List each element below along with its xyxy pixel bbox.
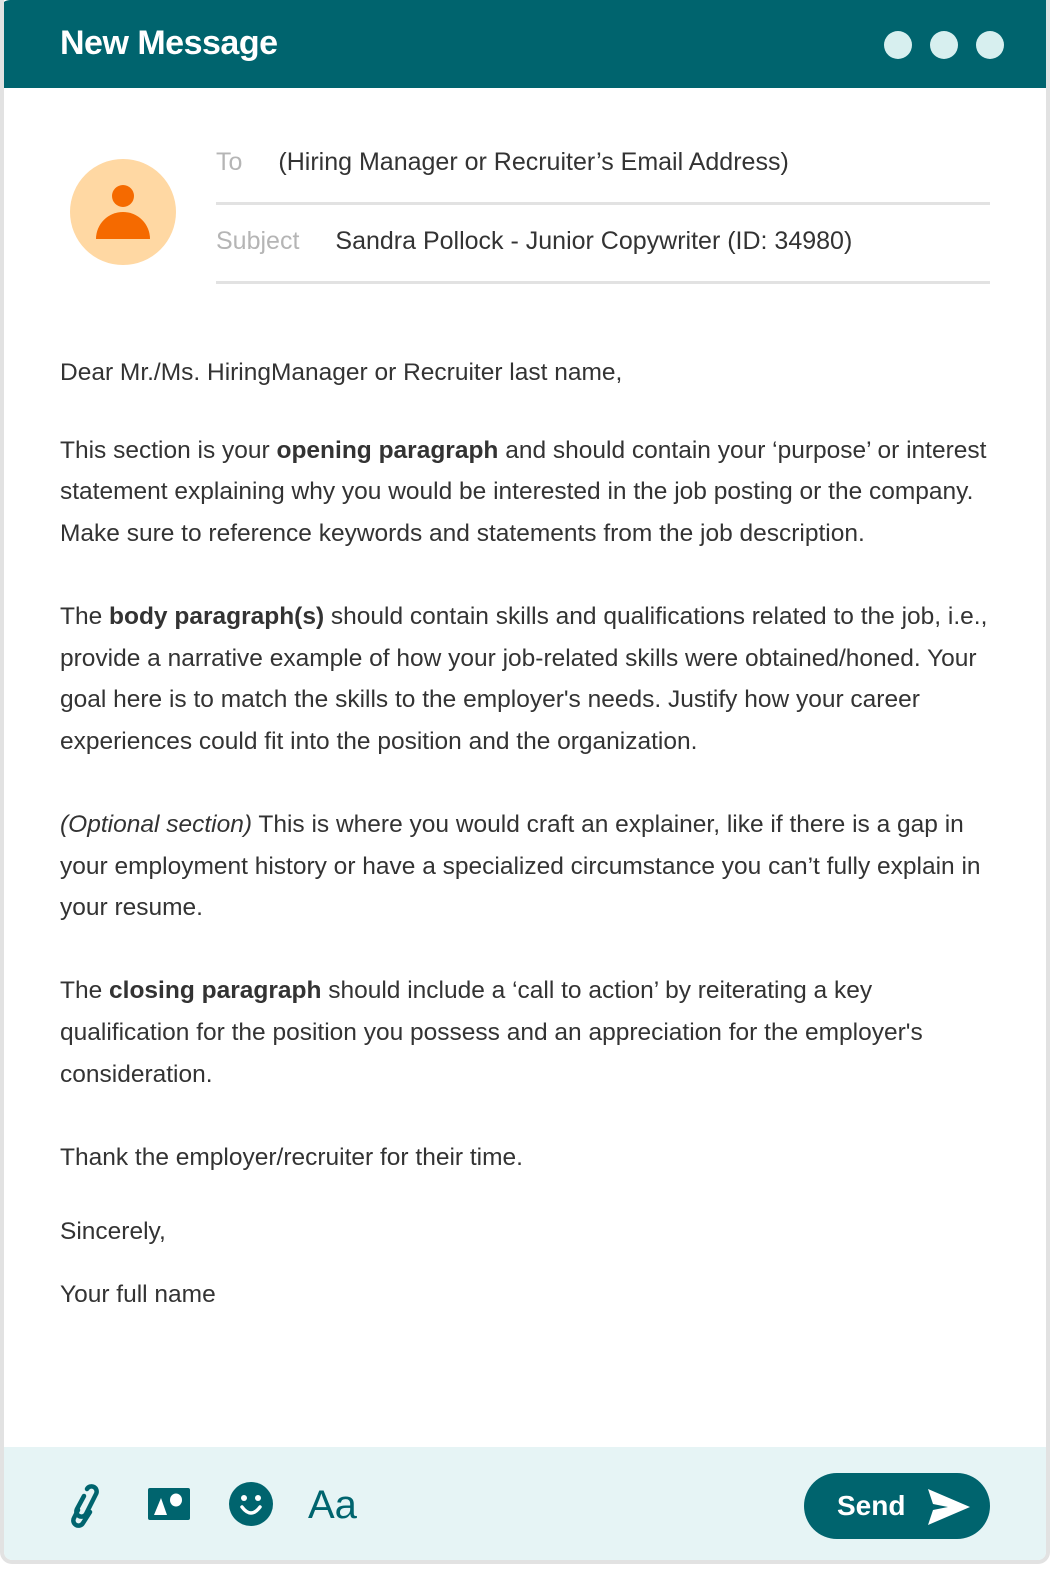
text: should include a ‘call to action’ by reiterating a key qualification for the position you possess and an appreciation for the employer's consideration.: [60, 977, 923, 1088]
signoff: Sincerely,: [60, 1218, 166, 1246]
text-format-icon[interactable]: Aa: [308, 1483, 357, 1527]
window-control-dot-2[interactable]: [930, 31, 958, 59]
opening-paragraph: [60, 430, 1000, 555]
avatar: [70, 159, 176, 265]
bold-text: closing paragraph: [109, 977, 322, 1005]
text: This section is your: [60, 436, 277, 464]
message-body[interactable]: [60, 352, 1000, 1357]
window-title: New Message: [60, 24, 278, 62]
user-icon-body: [96, 212, 150, 239]
window-control-dot-1[interactable]: [884, 31, 912, 59]
compose-header: [0, 0, 1050, 88]
attach-link-icon[interactable]: [64, 1482, 110, 1533]
text: and should contain your ‘purpose’ or interest statement explaining why you would be interested in the job posting or the company. Make sure to reference keywords and statements from the job description.: [60, 436, 987, 547]
window-control-dot-3[interactable]: [976, 31, 1004, 59]
bold-text: body paragraph(s): [109, 602, 325, 630]
optional-paragraph: [60, 804, 1000, 929]
greeting: Dear Mr./Ms. HiringManager or Recruiter last name,: [60, 359, 623, 386]
to-input[interactable]: (Hiring Manager or Recruiter’s Email Address): [278, 147, 789, 176]
subject-field[interactable]: [216, 201, 990, 284]
image-icon[interactable]: [148, 1484, 190, 1529]
text: The: [60, 977, 110, 1005]
send-label: Send: [837, 1490, 906, 1521]
italic-text: (Optional section): [60, 810, 253, 838]
thanks-line: Thank the employer/recruiter for their time.: [60, 1143, 523, 1171]
subject-label: Subject: [216, 226, 300, 255]
compose-toolbar: [4, 1447, 1046, 1564]
subject-input[interactable]: Sandra Pollock - Junior Copywriter (ID: 34980): [335, 226, 853, 255]
text: The: [60, 602, 110, 630]
bold-text: opening paragraph: [276, 436, 499, 464]
emoji-icon[interactable]: [228, 1481, 274, 1532]
body-paragraph: [60, 596, 1000, 762]
signature-name: Your full name: [60, 1280, 216, 1308]
text: should contain skills and qualifications related to the job, i.e., provide a narrative example of how your job-related skills were obtained/honed. Your goal here is to match the skills to the employer's needs. Justify how your career experiences could fit into the position and the organization.: [60, 602, 988, 755]
text: This is where you would craft an explainer, like if there is a gap in your employment history or have a specialized circumstance you can’t fully explain in your resume.: [60, 810, 981, 922]
send-arrow-icon: [926, 1487, 972, 1527]
user-icon-head: [112, 185, 134, 207]
to-field[interactable]: [216, 122, 990, 205]
to-label: To: [216, 147, 243, 176]
window-controls: [884, 31, 1004, 59]
send-button[interactable]: [804, 1473, 990, 1539]
closing-paragraph: [60, 970, 1000, 1095]
